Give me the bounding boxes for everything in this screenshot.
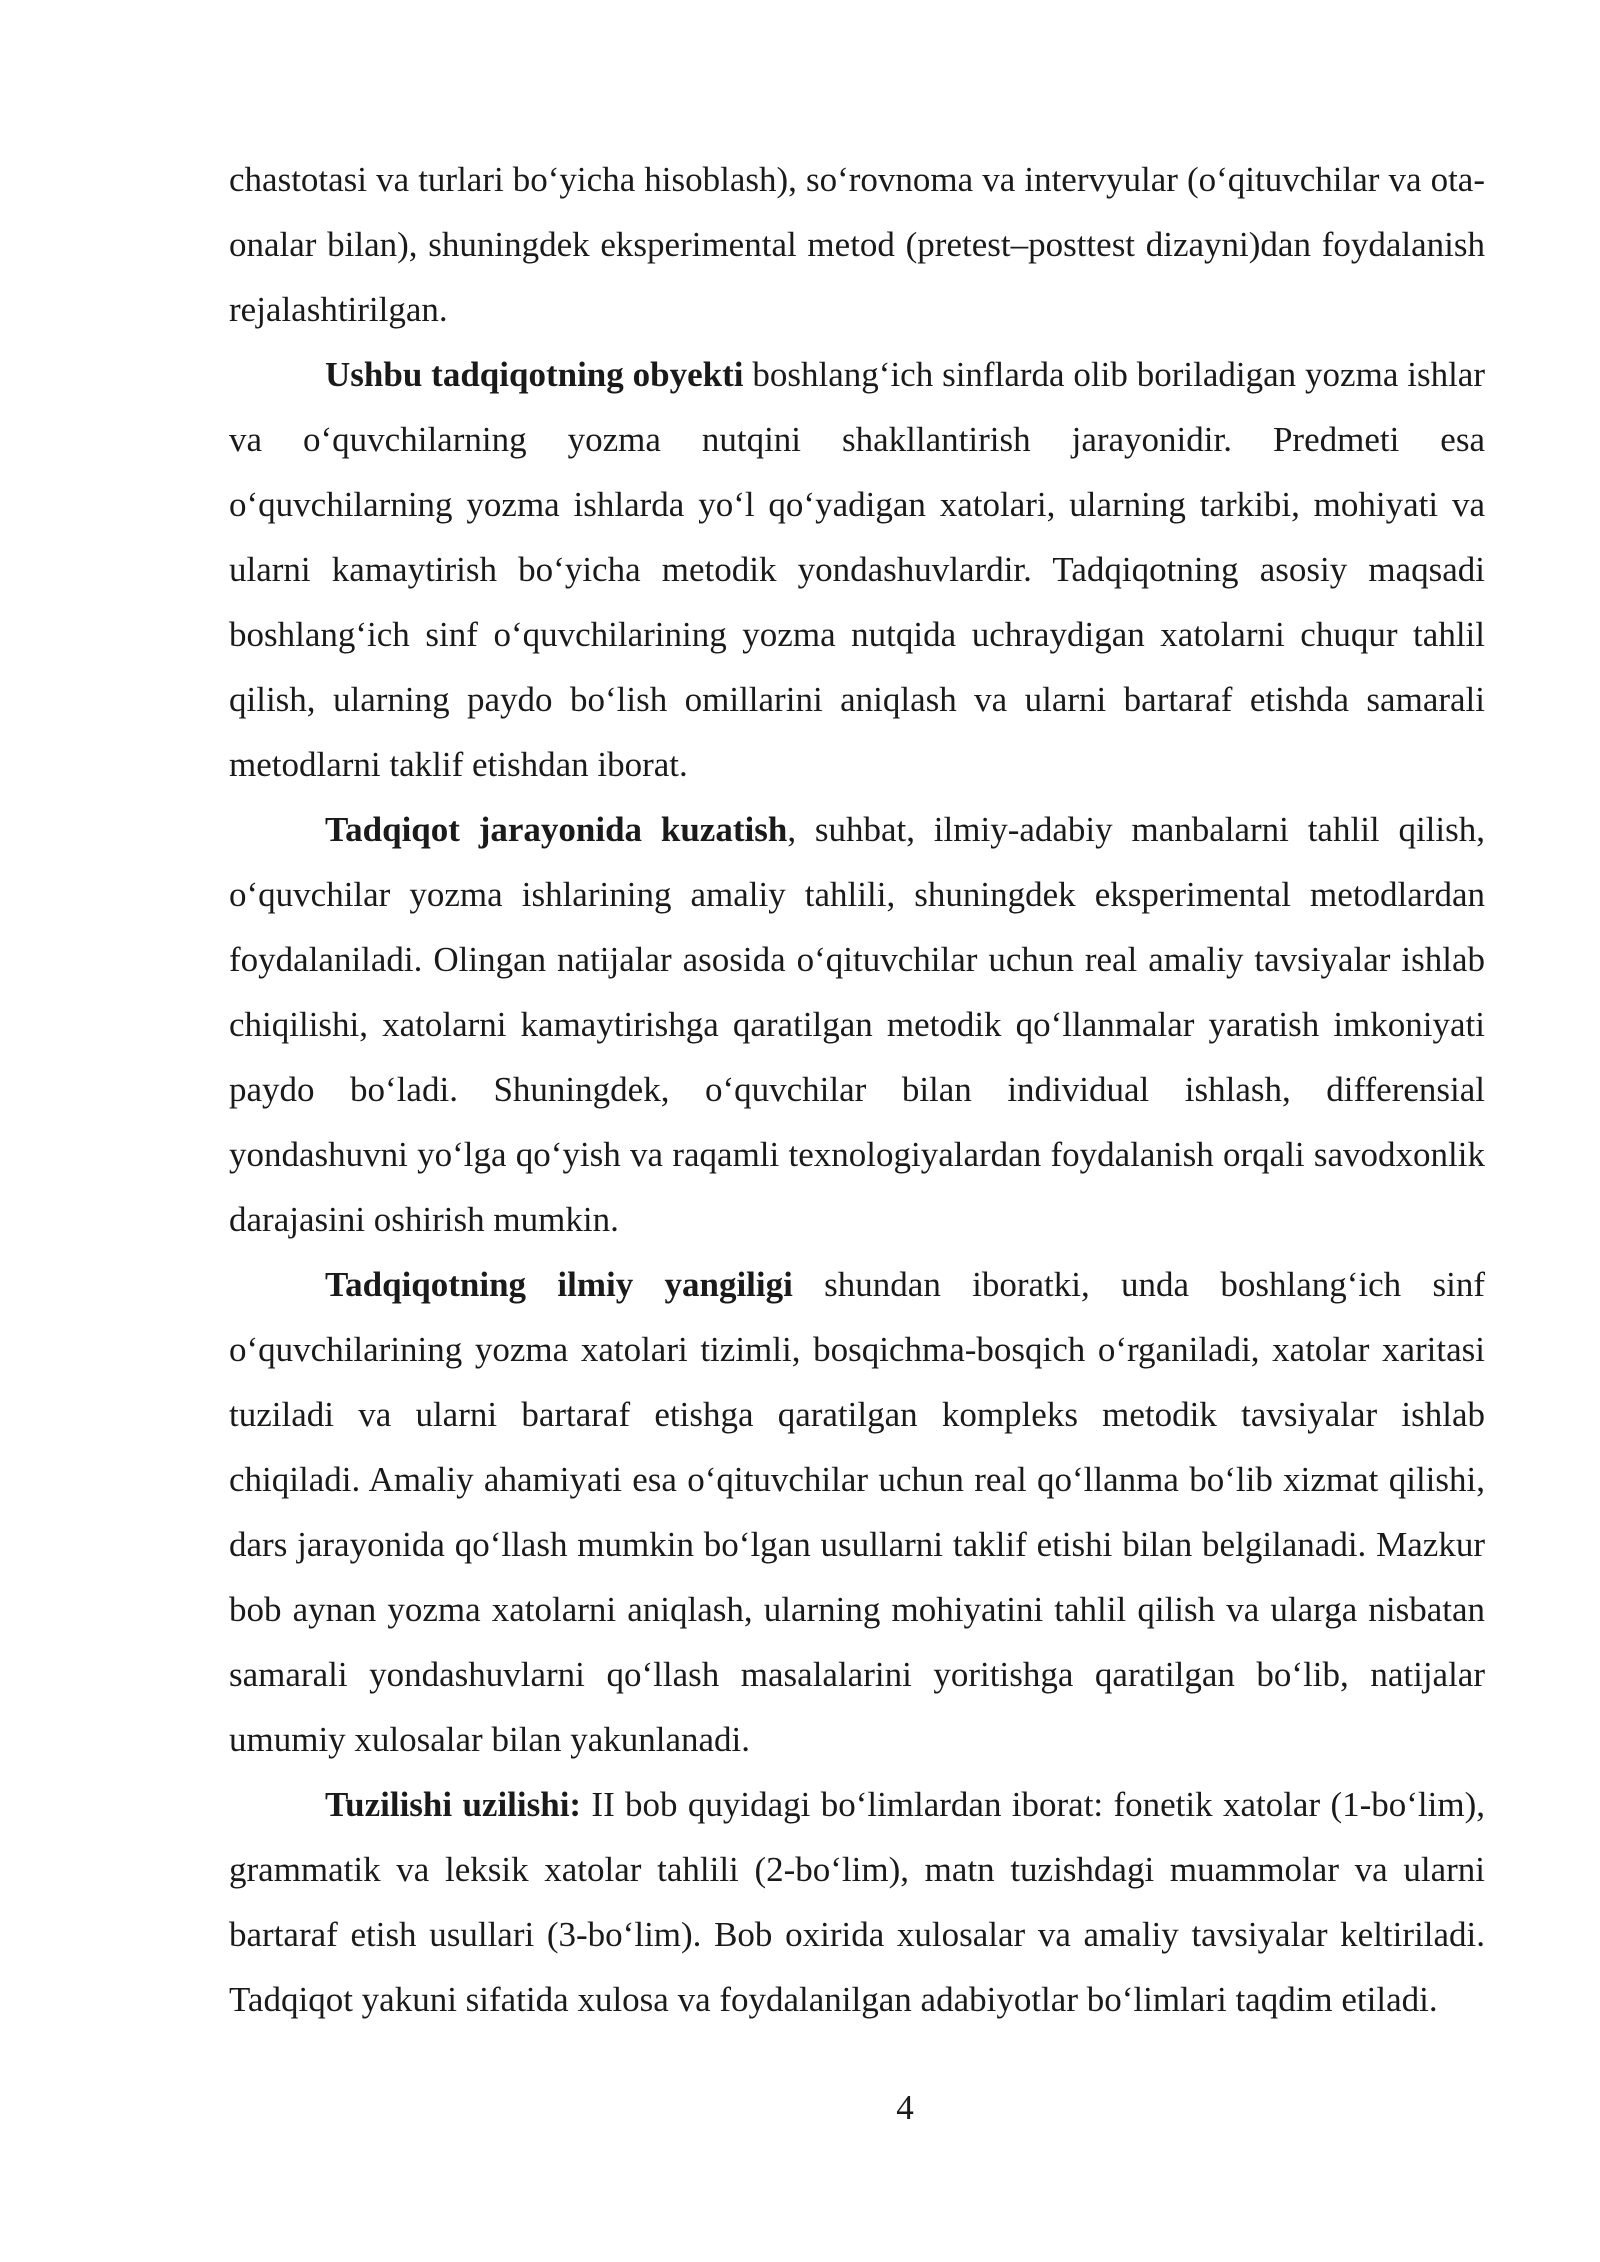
- paragraph-text: shundan iboratki, unda boshlang‘ich sinf o‘quvchilarining yozma xatolari tizimli, bosqichma-bosqich o‘rganiladi, xatolar xaritasi tuziladi va ularni bartaraf etishga qaratilgan kompleks metodik tavsiyalar ishlab chiqiladi. Amaliy ahamiyati esa o‘qituvchilar uchun real qo‘llanma bo‘lib xizmat qilishi, dars jarayonida qo‘llash mumkin bo‘lgan usullarni taklif etishi bilan belgilanadi. Mazkur bob aynan yozma xatolarni aniqlash, ularning mohiyatini tahlil qilish va ularga nisbatan samarali yondashuvlarni qo‘llash masalalarini yoritishga qaratilgan bo‘lib, natijalar umumiy xulosalar bilan yakunlanadi.: [229, 1265, 1485, 1759]
- paragraph-object: [229, 342, 1485, 797]
- paragraph-text: chastotasi va turlari bo‘yicha hisoblash), so‘rovnoma va intervyular (o‘qituvchilar va ota-onalar bilan), shuningdek eksperimental metod (pretest–posttest dizayni)dan foydalanish rejalashtirilgan.: [229, 160, 1485, 329]
- paragraph-text: , suhbat, ilmiy-adabiy manbalarni tahlil qilish, o‘quvchilar yozma ishlarining amaliy tahlili, shuningdek eksperimental metodlardan foydalaniladi. Olingan natijalar asosida o‘qituvchilar uchun real amaliy tavsiyalar ishlab chiqilishi, xatolarni kamaytirishga qaratilgan metodik qo‘llanmalar yaratish imkoniyati paydo bo‘ladi. Shuningdek, o‘quvchilar bilan individual ishlash, differensial yondashuvni yo‘lga qo‘yish va raqamli texnologiyalardan foydalanish orqali savodxonlik darajasini oshirish mumkin.: [229, 810, 1485, 1239]
- paragraph-lead: Tadqiqot jarayonida kuzatish: [325, 810, 788, 849]
- page-number: 4: [896, 2088, 914, 2127]
- paragraph-methods: [229, 797, 1485, 1252]
- paragraph-text: II bob quyidagi bo‘limlardan iborat: fonetik xatolar (1-bo‘lim), grammatik va leksik xatolar tahlili (2-bo‘lim), matn tuzishdagi muammolar va ularni bartaraf etish usullari (3-bo‘lim). Bob oxirida xulosalar va amaliy tavsiyalar keltiriladi. Tadqiqot yakuni sifatida xulosa va foydalanilgan adabiyotlar bo‘limlari taqdim etiladi.: [229, 1785, 1485, 2019]
- paragraph-text: boshlang‘ich sinflarda olib boriladigan yozma ishlar va o‘quvchilarning yozma nutqini shakllantirish jarayonidir. Predmeti esa o‘quvchilarning yozma ishlarda yo‘l qo‘yadigan xatolari, ularning tarkibi, mohiyati va ularni kamaytirish bo‘yicha metodik yondashuvlardir. Tadqiqotning asosiy maqsadi boshlang‘ich sinf o‘quvchilarining yozma nutqida uchraydigan xatolarni chuqur tahlil qilish, ularning paydo bo‘lish omillarini aniqlash va ularni bartaraf etishda samarali metodlarni taklif etishdan iborat.: [229, 355, 1485, 784]
- paragraph-novelty: [229, 1252, 1485, 1772]
- paragraph-lead: Tuzilishi uzilishi:: [325, 1785, 582, 1824]
- paragraph-lead: Ushbu tadqiqotning obyekti: [325, 355, 744, 394]
- body-text: [229, 147, 1485, 2032]
- paragraph-lead: Tadqiqotning ilmiy yangiligi: [325, 1265, 793, 1304]
- paragraph-structure: [229, 1772, 1485, 2032]
- paragraph-continuation: [229, 147, 1485, 342]
